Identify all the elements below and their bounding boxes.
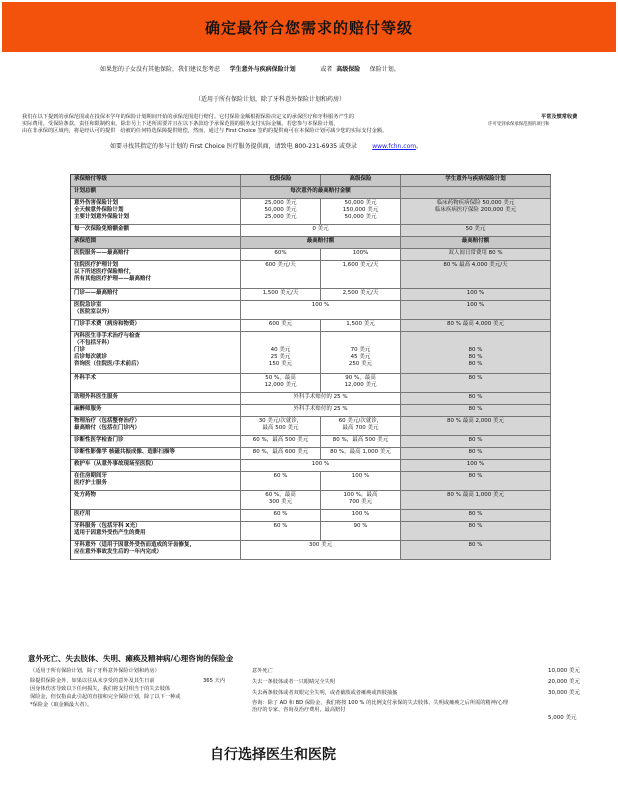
benefit-label: 失去两条肢体或者双眼完全失明，或者截肢或者瘫痪或四肢抽搐 — [252, 690, 398, 696]
benefit-amount: 5,000 美元 — [548, 715, 577, 721]
table-cell: 80 %，最高 500 美元 — [321, 436, 401, 447]
contact-dot: 。 — [416, 143, 423, 150]
table-cell: 外科手术 — [71, 374, 241, 392]
table-row — [71, 417, 551, 436]
table-cell: 100 % — [321, 472, 401, 490]
table-cell: 80 % — [401, 472, 551, 490]
table-cell: 80 % 最高 4,000 美元/天 — [401, 261, 551, 288]
table-cell: 门诊——最高赔付 — [71, 289, 241, 300]
table-cell: 最高赔付额 — [241, 237, 401, 248]
para-line-3 — [22, 128, 387, 135]
table-row — [71, 541, 551, 560]
intro-right: 保险计划。 — [369, 66, 400, 73]
para-text-3r: 给被的任何特选保障提供赔偿，然而，通过与 First Choice 签约的提供商可在本保险计划可减少您的实际支付金额。 — [120, 128, 388, 134]
table-cell: 每次意外的最高赔付金额 — [241, 187, 401, 198]
benefit-amount: 20,000 美元 — [548, 679, 580, 685]
table-cell: 80 % — [401, 374, 551, 392]
table-cell: 1,600 美元/天 — [321, 261, 401, 288]
table-cell: 100 % — [321, 510, 401, 521]
table-cell: 计划总额 — [71, 187, 241, 198]
lower-left-1: 除提供保险金外，如果以往从未享受的意外及其生日前 — [30, 678, 155, 684]
table-cell: 50 美元 — [401, 225, 551, 236]
table-cell: 1,500 美元/天 — [241, 289, 321, 300]
table-cell: 承保赔付等级 — [71, 175, 241, 186]
table-cell: 100 % — [401, 289, 551, 300]
table-cell: 80 % — [401, 541, 551, 559]
table-cell: 50 %，最高 12,000 美元 — [241, 374, 321, 392]
table-cell: 50,000 美元 150,000 美元 50,000 美元 — [321, 199, 401, 224]
table-row — [71, 187, 551, 199]
table-row — [71, 436, 551, 448]
table-cell: 医院服务——最高赔付 — [71, 249, 241, 260]
table-cell: 80 % — [401, 436, 551, 447]
table-cell: 600 美元 — [241, 320, 321, 331]
table-cell: 意外伤害保险计划 全天候意外保险计划 主要计划意外保险计划 — [71, 199, 241, 224]
table-cell: 住院医疗护理计划 以下所述医疗保险赔付， 所有其他医疗护理——最高赔付 — [71, 261, 241, 288]
table-cell: 医院急诊室 （医院室以外） — [71, 301, 241, 319]
website-link[interactable]: www.fchn.com — [372, 143, 417, 150]
benefit-amount: 10,000 美元 — [548, 668, 580, 674]
table-cell: 承保范围 — [71, 237, 241, 248]
intro-plan2: 高级保险 — [336, 66, 361, 73]
lower-left-2: 因身体伤害导致以下任何损失，我们将支付相当于的失去肢体 — [30, 686, 171, 692]
table-cell: 80 % — [401, 522, 551, 540]
table-cell: 80 % — [401, 405, 551, 416]
table-row — [71, 332, 551, 374]
table-cell: 门诊手术费（病房和物资） — [71, 320, 241, 331]
title-banner — [2, 2, 616, 52]
table-cell: 在住房期间牙 医疗护士服务 — [71, 472, 241, 490]
table-cell: 100% — [321, 249, 401, 260]
para-right-1: 平常及惯常收费 — [541, 114, 578, 120]
table-row — [71, 320, 551, 332]
table-row — [71, 405, 551, 417]
table-cell: 80 % 最高 4,000 美元 — [401, 320, 551, 331]
table-cell: 80 % — [401, 393, 551, 404]
table-row — [71, 237, 551, 249]
table-cell: 1,500 美元 — [321, 320, 401, 331]
table-row — [71, 199, 551, 225]
table-cell: 诊断性影像学 核磁共振成像、造影扫描等 — [71, 448, 241, 459]
para-right-2: 许可受到承保承保范围的项目和 — [488, 122, 550, 127]
para-line-1 — [22, 114, 354, 121]
table-cell: 80 % — [401, 510, 551, 521]
table-row — [71, 175, 551, 187]
intro-line — [100, 66, 400, 74]
table-cell: 2,500 美元/天 — [321, 289, 401, 300]
intro-left: 如果您的子女没有其他保险，我们建议您考虑 — [100, 66, 221, 73]
table-cell: 物理治疗（包括整脊治疗） 最高赔付（包括在门诊内） — [71, 417, 241, 435]
table-cell: 0 美元 — [241, 225, 401, 236]
benefit-label: 失去一条肢体或者一只眼睛完全失明 — [252, 679, 336, 685]
table-cell: 100 % — [401, 301, 551, 319]
contact-text: 如要寻找其指定的参与计划的 First Choice 医疗服务提供商，请致电 800-231-6935 或登录 — [110, 143, 357, 150]
table-cell: 内科医生非手术治疗与检查 （不包括牙科） 门诊 后诊每次就诊 咨询医（住院医/手术前后） — [71, 332, 241, 373]
table-cell: 100 % — [401, 460, 551, 471]
benefit-label: 咨询：除了 AD 和 BD 保险金，我们将按 100 % 的比例支付承保的失去肢体、失明或瘫痪之后所需的精神/心理治疗的专家、咨询及治疗费用，最高赔付 — [252, 700, 508, 713]
table-cell: 80 % 80 % 80 % — [401, 332, 551, 373]
table-cell: 牙科服务（包括牙科 X光） 适用于因意外受伤产生的费用 — [71, 522, 241, 540]
table-cell: 低级保险 — [241, 175, 321, 186]
table-cell: 高级保险 — [321, 175, 401, 186]
para-line-2: 实际费用。受保险条款、责任和限制约束。除非另上下述所需要并且在以下条款给予承保范围的服务支付实际金额。若您参与本保险计划， — [22, 121, 339, 127]
table-cell: 90 % — [321, 522, 401, 540]
table-cell: 60 % — [241, 510, 321, 521]
benefit-label: 意外死亡 — [252, 668, 273, 674]
table-cell: 60 美元/次就诊， 最高 700 美元 — [321, 417, 401, 435]
lower-note: （适用于所有保险计划，除了牙科意外保险计划和药房） — [30, 668, 160, 674]
table-cell: 80 % — [401, 448, 551, 459]
table-cell: 外科手术赔付的 25 % — [241, 393, 401, 404]
para-text-1: 我们在以下提到的承保范围或在投保本学年的保险计划期间开始的承保范围进行赔付。它付保险金额根据保险决定义的承保医疗和牙科服务产生的 — [22, 114, 355, 120]
table-cell: 每一次保险免赔额金额 — [71, 225, 241, 236]
table-cell: 学生意外与疾病保险计划 — [401, 175, 551, 186]
table-row — [71, 522, 551, 541]
table-cell: 医疗用 — [71, 510, 241, 521]
table-row — [71, 472, 551, 491]
table-cell: 70 美元 45 美元 250 美元 — [321, 332, 401, 373]
table-row — [71, 393, 551, 405]
table-row — [71, 301, 551, 320]
table-cell: 60 % — [241, 522, 321, 540]
table-cell: 300 美元 — [241, 541, 401, 559]
table-cell: 30 美元/次就诊， 最高 500 美元 — [241, 417, 321, 435]
table-cell: 80 %，最高 600 美元 — [241, 448, 321, 459]
coverage-table — [70, 174, 551, 560]
table-row — [71, 261, 551, 289]
table-cell: 牙科意外（适用于因意外受伤而造成的牙齿修复， 应在意外事故发生后的一年内完成） — [71, 541, 241, 559]
table-cell: 60% — [241, 249, 321, 260]
table-cell: 60 % — [241, 472, 321, 490]
table-row — [71, 289, 551, 301]
table-cell: 100 %，最高 700 美元 — [321, 491, 401, 509]
table-cell: 80 %，最高 1,000 美元 — [321, 448, 401, 459]
contact-line — [110, 143, 422, 151]
benefit-amount: 30,000 美元 — [548, 690, 580, 696]
table-cell: 助理外科医生服务 — [71, 393, 241, 404]
lower-left-4: *保险金（取金额最大者）。 — [30, 702, 93, 708]
table-cell: 双人间日常费用 80 % — [401, 249, 551, 260]
para-text-3: 由在非承保的区域内，将是经认可的提供 — [22, 128, 116, 134]
table-cell: 处方药物 — [71, 491, 241, 509]
table-cell: 外科手术赔付的 25 % — [241, 405, 401, 416]
intro-or: 或者 — [320, 66, 333, 73]
table-cell: 90 %，最高 12,000 美元 — [321, 374, 401, 392]
lower-left-3: 保险金，但仅指由此引起的直接和完全保险计划，除了以下一种或 — [30, 694, 181, 700]
note-line: （适用于所有保险计划，除了牙科意外保险计划和药房） — [195, 96, 346, 103]
footer-title: 自行选择医生和医院 — [210, 747, 336, 763]
table-cell: 麻醉师服务 — [71, 405, 241, 416]
table-row — [71, 448, 551, 460]
table-row — [71, 374, 551, 393]
table-cell: 60 %，最高 300 美元 — [241, 491, 321, 509]
table-cell: 救护车（从意外事故现场至医院） — [71, 460, 241, 471]
table-cell: 100 % — [241, 301, 401, 319]
table-cell: 100 % — [241, 460, 401, 471]
table-row — [71, 225, 551, 237]
table-cell — [401, 187, 551, 198]
table-cell: 600 美元/天 — [241, 261, 321, 288]
table-cell: 60 %，最高 500 美元 — [241, 436, 321, 447]
lower-section-title: 意外死亡、失去肢体、失明、瘫痪及精神病/心理咨询的保险金 — [28, 654, 234, 663]
table-cell: 25,000 美元 50,000 美元 25,000 美元 — [241, 199, 321, 224]
table-cell: 40 美元 25 美元 150 美元 — [241, 332, 321, 373]
table-cell: 临床药物疾病保险 50,000 美元 临床疾病医疗保险 200,000 美元 — [401, 199, 551, 224]
table-cell: 80 % 最高 1,000 美元 — [401, 491, 551, 509]
lower-left-1r: 365 天内 — [203, 678, 225, 684]
table-row — [71, 491, 551, 510]
table-cell: 诊断性医学检查门诊 — [71, 436, 241, 447]
table-row — [71, 249, 551, 261]
intro-plan: 学生意外与疾病保险计划 — [229, 66, 296, 73]
table-row — [71, 460, 551, 472]
table-cell: 最高赔付额 — [401, 237, 551, 248]
page-title: 确定最符合您需求的赔付等级 — [204, 18, 413, 37]
table-row — [71, 510, 551, 522]
table-cell: 80 % 最高 2,000 美元 — [401, 417, 551, 435]
